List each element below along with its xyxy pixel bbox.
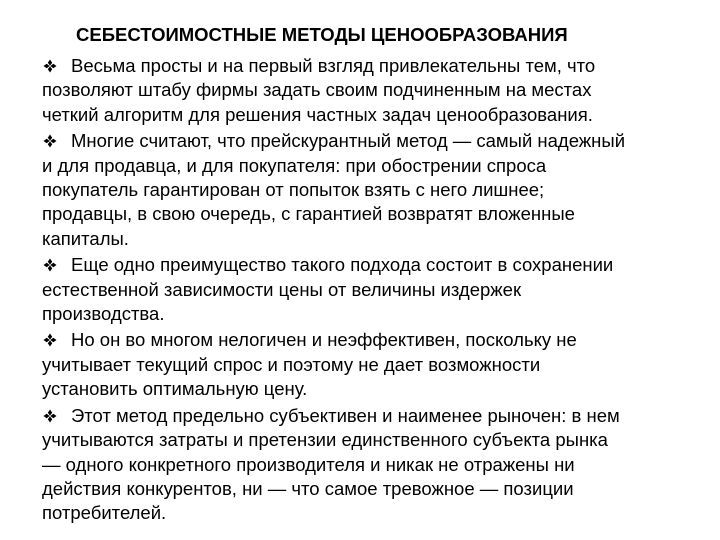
bullet-text: и для продавца, и для покупателя: при обострении спроса xyxy=(42,154,547,176)
bullet-text: учитываются затраты и претензии единственного субъекта рынка xyxy=(42,429,608,451)
bullet-item xyxy=(42,328,712,401)
diamond-flower-icon xyxy=(43,59,57,73)
bullet-line xyxy=(42,253,712,277)
diamond-flower-icon xyxy=(43,333,57,347)
bullet-text: четкий алгоритм для решения частных задач ценообразования. xyxy=(42,103,593,125)
bullet-text: Но он во многом нелогичен и неэффективен, поскольку не xyxy=(71,329,577,351)
bullet-text: Этот метод предельно субъективен и наименее рыночен: в нем xyxy=(71,404,620,426)
slide-title: СЕБЕСТОИМОСТНЫЕ МЕТОДЫ ЦЕНООБРАЗОВАНИЯ xyxy=(76,24,568,45)
bullet-line xyxy=(42,328,712,352)
diamond-flower-icon xyxy=(43,409,57,423)
bullet-text: покупатель гарантирован от попыток взять с него лишнее; xyxy=(42,179,545,201)
bullet-text: Многие считают, что прейскурантный метод — самый надежный xyxy=(71,130,626,152)
bullet-item xyxy=(42,253,712,326)
bullet-line xyxy=(42,404,712,428)
diamond-flower-icon xyxy=(43,134,57,148)
bullet-text: Весьма просты и на первый взгляд привлекательны тем, что xyxy=(71,55,596,76)
bullet-text: продавцы, в свою очередь, с гарантией возвратят вложенные xyxy=(42,203,575,225)
bullet-text: потребителей. xyxy=(42,502,167,524)
bullet-item xyxy=(42,54,712,127)
bullet-list xyxy=(42,54,712,528)
bullet-text: учитывает текущий спрос и поэтому не дает возможности xyxy=(42,353,541,375)
bullet-line xyxy=(42,54,712,78)
bullet-item xyxy=(42,129,712,251)
bullet-text: Еще одно преимущество такого подхода состоит в сохранении xyxy=(71,254,614,276)
bullet-text: естественной зависимости цены от величины издержек xyxy=(42,278,522,300)
diamond-flower-icon xyxy=(43,258,57,272)
bullet-text: — одного конкретного производителя и никак не отражены ни xyxy=(42,453,575,475)
bullet-text: позволяют штабу фирмы задать своим подчиненным на местах xyxy=(42,79,592,101)
bullet-text: производства. xyxy=(42,303,165,325)
bullet-text: действия конкурентов, ни — что самое тревожное — позиции xyxy=(42,477,574,499)
bullet-line xyxy=(42,129,712,153)
bullet-text: установить оптимальную цену. xyxy=(42,378,308,400)
bullet-text: капиталы. xyxy=(42,227,129,249)
bullet-item xyxy=(42,404,712,526)
